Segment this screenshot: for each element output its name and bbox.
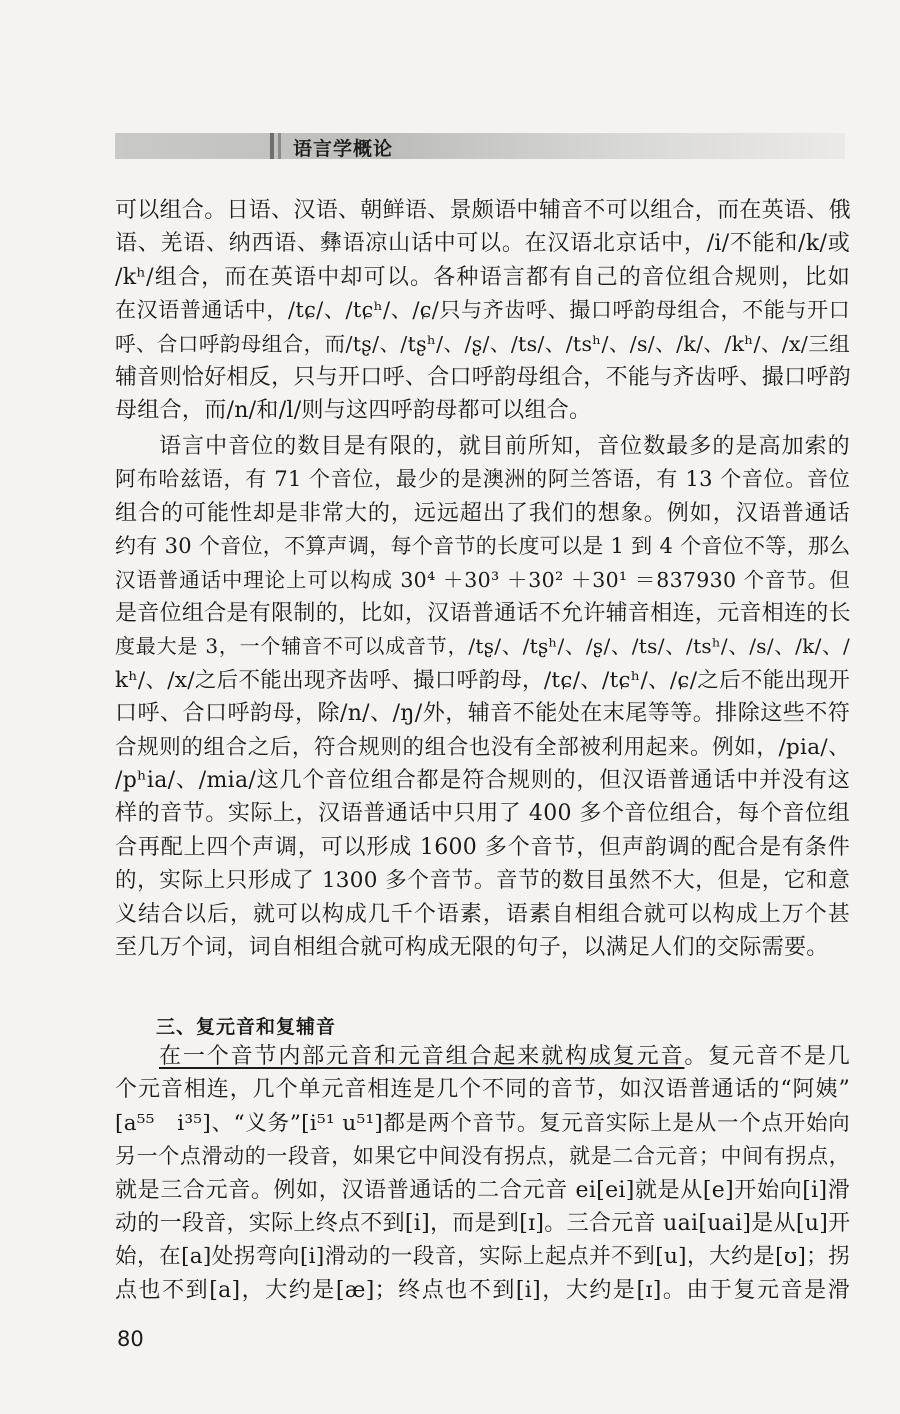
text-line: 的，实际上只形成了 1300 多个音节。音节的数目虽然不大，但是，它和意: [115, 868, 850, 894]
text-line: 点也不到[a]，大约是[æ]；终点也不到[i]，大约是[ɪ]。由于复元音是滑: [115, 1277, 850, 1303]
text-line: 母组合，而/n/和/l/则与这四呼韵母都可以组合。: [115, 398, 592, 424]
text-line: kʰ/、/x/之后不能出现齐齿呼、撮口呼韵母，/tɕ/、/tɕʰ/、/ɕ/之后不能出现开: [115, 667, 850, 693]
text-line: 可以组合。日语、汉语、朝鲜语、景颇语中辅音不可以组合，而在英语、俄: [115, 198, 851, 223]
page-number: 80: [117, 1327, 144, 1351]
text-line: /pʰia/、/mia/这几个音位组合都是符合规则的，但汉语普通话中并没有这: [115, 768, 850, 794]
text-line: 度最大是 3，一个辅音不可以成音节，/tʂ/、/tʂʰ/、/ʂ/、/ts/、/tsʰ/、/s/、/k/、/: [115, 634, 850, 659]
running-header-title: 语言学概论: [293, 138, 394, 160]
text-line: 组合的可能性却是非常大的，远远超出了我们的想象。例如，汉语普通话: [115, 500, 850, 526]
paragraph-phoneme-combination-rules: [115, 194, 850, 428]
paragraph-diphthongs: [115, 1040, 850, 1307]
text-line: 合再配上四个声调，可以形成 1600 多个音节，但声韵调的配合是有条件: [115, 834, 850, 860]
text-line: [115, 1040, 850, 1073]
text-line: 动的一段音，实际上终点不到[i]，而是到[ɪ]。三合元音 uai[uai]是从[u]开: [115, 1211, 851, 1237]
text-line-rest: 。复元音不是几: [684, 1044, 850, 1069]
text-line: 合规则的组合之后，符合规则的组合也没有全部被利用起来。例如，/pia/、: [115, 734, 850, 760]
text-line: 阿布哈兹语，有 71 个音位，最少的是澳洲的阿兰答语，有 13 个音位。音位: [115, 467, 850, 492]
text-line: [a⁵⁵ i³⁵]、“义务”[i⁵¹ u⁵¹]都是两个音节。复元音实际上是从一个点开始向: [115, 1110, 850, 1136]
text-line: 语、羌语、纳西语、彝语凉山话中可以。在汉语北京话中，/i/不能和/k/或: [115, 231, 850, 257]
text-line: 另一个点滑动的一段音，如果它中间没有拐点，就是二合元音；中间有拐点，: [115, 1144, 850, 1169]
text-line: 义结合以后，就可以构成几千个语素，语素自相组合就可以构成上万个甚: [115, 901, 850, 927]
text-line: /kʰ/组合，而在英语中却可以。各种语言都有自己的音位组合规则，比如: [115, 264, 850, 290]
underlined-definition: 在一个音节内部元音和元音组合起来就构成复元音: [159, 1044, 685, 1069]
text-line: 辅音则恰好相反，只与开口呼、合口呼韵母组合，不能与齐齿呼、撮口呼韵: [115, 365, 851, 391]
text-line: 样的音节。实际上，汉语普通话中只用了 400 多个音位组合，每个音位组: [115, 801, 850, 827]
header-accent-bar: [270, 133, 274, 159]
text-line: 在汉语普通话中，/tɕ/、/tɕʰ/、/ɕ/只与齐齿呼、撮口呼韵母组合，不能与开口: [115, 298, 850, 323]
text-line: 是音位组合是有限制的，比如，汉语普通话不允许辅音相连，元音相连的长: [115, 601, 851, 627]
paragraph-phoneme-count: [115, 430, 850, 965]
text-line: 约有 30 个音位，不算声调，每个音节的长度可以是 1 到 4 个音位不等，那么: [115, 534, 851, 559]
text-line: 个元音相连，几个单元音相连是几个不同的音节，如汉语普通话的“阿姨”: [115, 1077, 850, 1103]
text-line: 始，在[a]处拐弯向[i]滑动的一段音，实际上起点并不到[u]，大约是[ʊ]；拐: [115, 1244, 850, 1270]
text-line: 至几万个词，词自相组合就可构成无限的句子，以满足人们的交际需要。: [115, 935, 829, 961]
text-line: 语言中音位的数目是有限的，就目前所知，音位数最多的是高加索的: [159, 434, 850, 459]
text-line: 汉语普通话中理论上可以构成 30⁴ ＋30³ ＋30² ＋30¹ ＝837930 个音节。但: [115, 567, 850, 592]
section-heading: 三、复元音和复辅音: [156, 1016, 337, 1038]
text-line: 呼、合口呼韵母组合，而/tʂ/、/tʂʰ/、/ʂ/、/ts/、/tsʰ/、/s/、/k/、/kʰ/、/x/三组: [115, 331, 850, 356]
running-header: [115, 133, 845, 159]
text-line: 口呼、合口呼韵母，除/n/、/ŋ/外，辅音不能处在末尾等等。排除这些不符: [115, 701, 850, 727]
text-line: 就是三合元音。例如，汉语普通话的二合元音 ei[ei]就是从[e]开始向[i]滑: [115, 1177, 850, 1203]
header-accent-bar-secondary: [278, 133, 281, 159]
